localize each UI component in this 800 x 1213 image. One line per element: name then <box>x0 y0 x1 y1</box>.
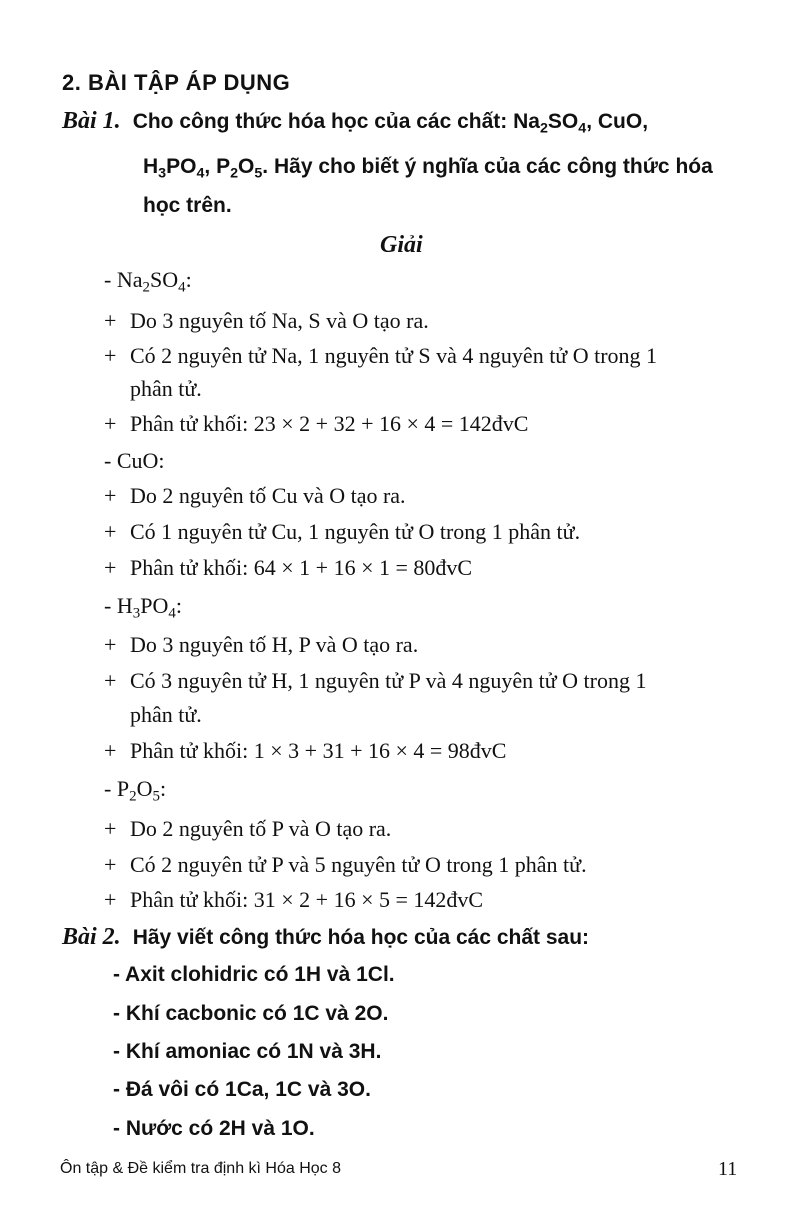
plus-sign: + <box>104 668 117 693</box>
bai1-line3: học trên. <box>143 194 232 217</box>
plus-sign: + <box>104 483 117 508</box>
bullet-text: Do 3 nguyên tố H, P và O tạo ra. <box>130 632 419 657</box>
plus-sign: + <box>104 816 117 841</box>
bai2-item: - Nước có 2H và 1O. <box>113 1117 315 1140</box>
section-heading: 2. BÀI TẬP ÁP DỤNG <box>62 70 291 95</box>
bullet-text: Phân tử khối: 23 × 2 + 32 + 16 × 4 = 142đvC <box>130 411 529 436</box>
plus-sign: + <box>104 738 117 763</box>
bai1-line2: $H_3PO_4$, $P_2O_5$. Hãy cho biết ý nghĩa của các công thức hóa <box>143 155 713 182</box>
bai1-label: Bài 1. <box>62 108 121 134</box>
page-number: 11 <box>718 1158 738 1180</box>
bai2-item: - Khí cacbonic có 1C và 2O. <box>113 1002 389 1025</box>
bullet-text: Phân tử khối: 1 × 3 + 31 + 16 × 4 = 98đvC <box>130 738 507 763</box>
bullet-continuation: phân tử. <box>130 376 202 401</box>
bai1-line1: Bài 1. Cho công thức hóa học của các chất: $Na_2SO_4$, CuO, <box>62 108 649 137</box>
plus-sign: + <box>104 555 117 580</box>
solution-header-p2o5: - $P_2O_5$: <box>104 776 167 805</box>
bai2-line <box>62 924 589 951</box>
bullet-text: Có 3 nguyên tử H, 1 nguyên tử P và 4 nguyên tử O trong 1 <box>130 668 647 693</box>
bai2-item: - Khí amoniac có 1N và 3H. <box>113 1040 382 1063</box>
plus-sign: + <box>104 411 117 436</box>
plus-sign: + <box>104 308 117 333</box>
bai2-prompt: Hãy viết công thức hóa học của các chất sau: <box>132 926 590 949</box>
plus-sign: + <box>104 852 117 877</box>
solution-header-cuo: - CuO: <box>104 448 165 473</box>
bullet-text: Do 2 nguyên tố P và O tạo ra. <box>130 816 392 841</box>
bullet-text: Có 1 nguyên tử Cu, 1 nguyên tử O trong 1 phân tử. <box>130 519 581 544</box>
plus-sign: + <box>104 632 117 657</box>
bullet-continuation: phân tử. <box>130 702 202 727</box>
bullet-text: Phân tử khối: 31 × 2 + 16 × 5 = 142đvC <box>130 887 484 912</box>
solution-header-na2so4: - $Na_2SO_4$: <box>104 267 192 296</box>
footer-book-title: Ôn tập & Đề kiểm tra định kì Hóa Học 8 <box>60 1160 342 1177</box>
bai2-item: - Axit clohidric có 1H và 1Cl. <box>113 963 395 986</box>
giai-heading: Giải <box>380 232 423 258</box>
bai1-formula-na2so4: $Na_2SO_4$ <box>513 110 587 137</box>
bullet-text: Phân tử khối: 64 × 1 + 16 × 1 = 80đvC <box>130 555 473 580</box>
bai1-formula-cuo: CuO, <box>597 110 649 133</box>
bai1-formula-h3po4: $H_3PO_4$ <box>143 155 205 182</box>
bullet-text: Do 3 nguyên tố Na, S và O tạo ra. <box>130 308 429 333</box>
bullet-text: Có 2 nguyên tử P và 5 nguyên tử O trong 1 phân tử. <box>130 852 587 877</box>
plus-sign: + <box>104 887 117 912</box>
plus-sign: + <box>104 343 117 368</box>
bullet-text: Có 2 nguyên tử Na, 1 nguyên tử S và 4 nguyên tử O trong 1 <box>130 343 658 368</box>
bai2-label: Bài 2. <box>62 924 121 950</box>
bullet-text: Do 2 nguyên tố Cu và O tạo ra. <box>130 483 406 508</box>
bai1-prefix: Cho công thức hóa học của các chất: <box>132 110 514 133</box>
solution-header-h3po4: - $H_3PO_4$: <box>104 593 182 622</box>
bai1-formula-p2o5: $P_2O_5$. <box>216 155 269 182</box>
plus-sign: + <box>104 519 117 544</box>
bai2-item: - Đá vôi có 1Ca, 1C và 3O. <box>113 1078 371 1101</box>
